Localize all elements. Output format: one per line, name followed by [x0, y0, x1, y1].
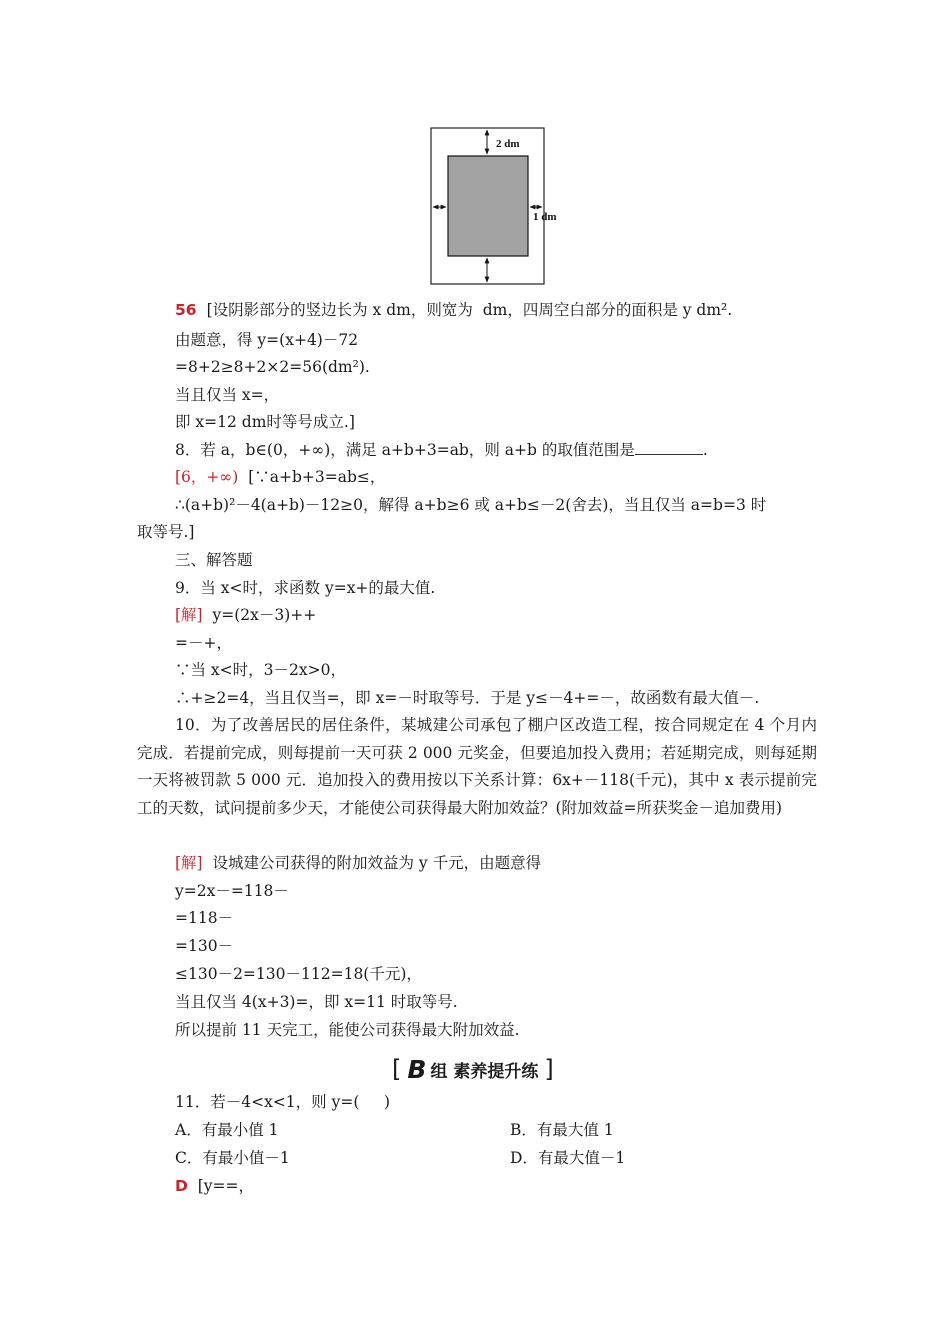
- q7-solution-line2: 由题意，得 y=(x+4)－72: [175, 331, 359, 349]
- q10-solution-line3: =118－: [175, 909, 234, 927]
- q8-stem: 8．若 a，b∈(0，+∞)，满足 a+b+3=ab，则 a+b 的取值范围是 .: [175, 441, 708, 459]
- q11-option-b: B．有最大值 1: [510, 1121, 614, 1139]
- q8-solution-line2: ∴(a+b)²－4(a+b)－12≥0，解得 a+b≥6 或 a+b≤－2(舍去)，当且仅当 a=b=3 时: [175, 496, 767, 514]
- q9-solution-line1: [解] y=(2x－3)++: [175, 606, 317, 624]
- shaded-region: [448, 156, 528, 256]
- q11-option-d: D．有最大值－1: [510, 1149, 626, 1167]
- q7-answer: 56: [175, 301, 197, 319]
- answer-blank: [635, 440, 703, 455]
- q11-option-c: C．有最小值－1: [175, 1149, 290, 1167]
- q9-stem: 9．当 x<时，求函数 y=x+的最大值.: [175, 579, 436, 597]
- q10-solution-line1: [解] 设城建公司获得的附加效益为 y 千元，由题意得: [175, 854, 542, 872]
- q7-solution-line4: 当且仅当 x=，: [175, 386, 280, 404]
- q9-solution-line2: =－+，: [175, 634, 232, 652]
- q11-option-a: A．有最小值 1: [175, 1121, 279, 1139]
- q9-solution-line4: ∴+≥2=4，当且仅当=，即 x=－时取等号．于是 y≤－4+=－，故函数有最大值－.: [175, 689, 760, 707]
- q10-stem: 10．为了改善居民的居住条件，某城建公司承包了棚户区改造工程，按合同规定在 4 个月内完成．若提前完成，则每提前一天可获 2 000 元奖金，但要追加投入费用；若延期完成，则每延期一天将被罚款 5 000 元．追加投入的费用按以下关系计算：6x+－118(千元)，其中 x 表示提前完工的天数，试问提前多少天，才能使公司获得最大附加效益？(附加效益=所获奖金－追加费用): [137, 716, 817, 817]
- label-2dm: 2 dm: [496, 138, 520, 150]
- rectangle-diagram: [430, 127, 557, 287]
- q7-solution-line5: 即 x=12 dm时等号成立.]: [175, 413, 355, 431]
- q10-solution-line6: 当且仅当 4(x+3)=，即 x=11 时取等号.: [175, 993, 458, 1011]
- q11-answer: D: [175, 1177, 188, 1195]
- label-1dm: 1 dm: [533, 211, 557, 223]
- q11-stem: 11．若－4<x<1，则 y=( ): [175, 1093, 391, 1111]
- q8-answer: [6，+∞): [175, 468, 239, 486]
- q10-solution-tag: [解]: [175, 854, 203, 872]
- q10-solution-line5: ≤130－2=130－112=18(千元)，: [175, 965, 422, 983]
- q11-solution-line1: D [y==，: [175, 1177, 255, 1195]
- q10-solution-line7: 所以提前 11 天完工，能使公司获得最大附加效益.: [175, 1021, 520, 1039]
- q10-solution-line2: y=2x－=118－: [175, 882, 289, 900]
- q8-solution-line1: [6，+∞) [∵a+b+3=ab≤，: [175, 468, 386, 486]
- q7-solution-line3: =8+2≥8+2×2=56(dm²).: [175, 358, 370, 376]
- section-b-heading: [ B 组 素养提升练 ]: [392, 1054, 554, 1084]
- b-group-icon: B: [407, 1054, 427, 1084]
- q9-solution-tag: [解]: [175, 606, 203, 624]
- q8-solution-line3: 取等号.]: [137, 523, 195, 541]
- q9-solution-line3: ∵当 x<时，3－2x>0，: [175, 661, 346, 679]
- q10-solution-line4: =130－: [175, 937, 234, 955]
- q7-solution-line1: 56 [设阴影部分的竖边长为 x dm，则宽为 dm，四周空白部分的面积是 y dm².: [175, 301, 733, 319]
- section-heading-answers: 三、解答题: [175, 551, 253, 569]
